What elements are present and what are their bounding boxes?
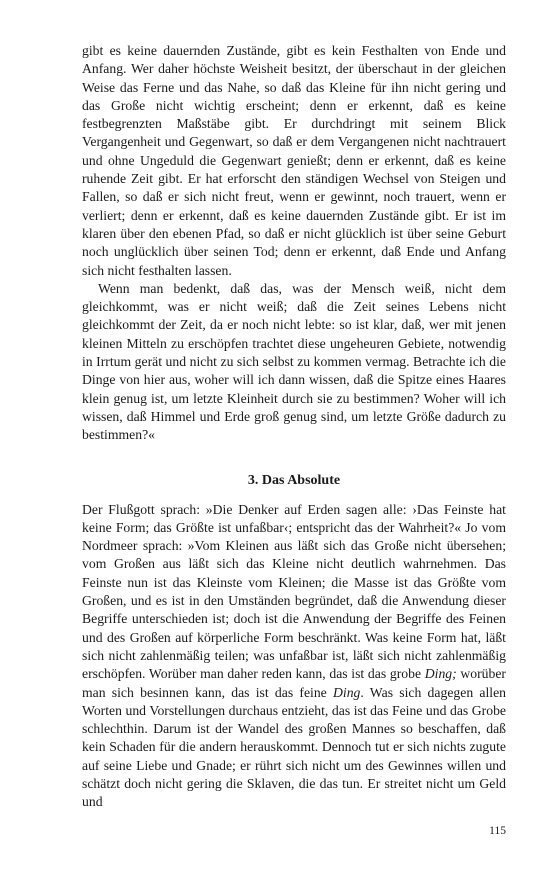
section-heading: 3. Das Absolute — [247, 472, 341, 488]
paragraph-absolute-text-1: Der Flußgott sprach: »Die Denker auf Erden sagen alle: ›Das Feinste hat keine Form; das Größte ist unfaßbar‹; entspricht das der Wahrheit?« Jo vom Nordmeer sprach: »Vom Kleinen aus läßt sich das Große nicht übersehen; vom Großen aus läßt sich das Kleine nicht deutlich wahrnehmen. Das Feinste nun ist das Kleinste vom Kleinen; die Masse ist das Größte vom Großen, und es ist in den Umständen begründet, daß die Anwendung dieser Begriffe unterschieden ist; doch ist die Anwendung der Begriffe des Feinen und des Großen auf körperliche Form beschränkt. Was keine Form hat, läßt sich nicht zahlenmäßig teilen; was unfaßbar ist, läßt sich nicht zahlenmäßig erschöpfen. Worüber man daher reden kann, das ist das grobe — [82, 501, 506, 682]
book-page-text — [82, 42, 506, 812]
paragraph-reflection: Wenn man bedenkt, daß das, was der Mensch weiß, nicht dem gleichkommt, was er nicht weiß; daß die Zeit seines Lebens nicht gleichkommt der Zeit, da er noch nicht lebte: so ist klar, daß, wer mit jenen kleinen Mitteln zu erschöpfen trachtet diese ungeheuren Gebiete, notwendig in Irrtum gerät und nicht zu sich selbst zu kommen vermag. Betrachte ich die Dinge von hier aus, woher will ich dann wissen, daß die Spitze eines Haares klein genug ist, um letzte Kleinheit durch sie zu bestimmen? Woher will ich wissen, daß Himmel und Erde groß genug sind, um letzte Größe dadurch zu bestimmen?« — [82, 280, 506, 443]
page-number: 115 — [489, 825, 506, 837]
italic-word-ding: Ding; — [424, 666, 457, 682]
paragraph-continuation: gibt es keine dauernden Zustände, gibt es kein Festhalten von Ende und Anfang. Wer daher höchste Weisheit besitzt, der überschaut in der gleichen Weise das Ferne und das Nahe, so daß das Kleine für ihn nicht gering und das Große nicht wichtig erscheint; denn er erkennt, daß es keine festbegrenzten Maßstäbe gibt. Er durchdringt mit seinem Blick Vergangenheit und Gegenwart, so daß er dem Vergangenen nicht nachtrauert und ohne Ungeduld die Gegenwart genießt; denn er erkennt, daß es keine ruhende Zeit gibt. Er hat erforscht den ständigen Wechsel von Steigen und Fallen, so daß er sich nicht freut, wenn er gewinnt, noch trauert, wenn er verliert; denn er erkennt, daß es keine dauernden Zustände gibt. Er ist im klaren über den ebenen Pfad, so daß er nicht glücklich ist über seine Geburt noch unglücklich über seinen Tod; denn er erkennt, daß Ende und Anfang sich nicht festhalten lassen. — [82, 43, 506, 278]
italic-word-ding: Ding — [333, 684, 361, 700]
paragraph-absolute-text-3: . Was sich dagegen allen Worten und Vorstellungen durchaus entzieht, das ist das Feine und das Grobe schlechthin. Darum ist der Wandel des großen Mannes so beschaffen, daß kein Schaden für die andern herauskommt. Dennoch tut er sich nichts zugute auf seine Liebe und Gnade; er rührt sich nicht um des Gewinnes willen und schätzt doch nicht gering die Sklaven, die das tun. Er streitet nicht um Geld und — [82, 684, 507, 810]
paragraph-absolute-text-2: worüber man sich besinnen kann, das ist das feine — [82, 666, 506, 700]
paragraph-absolute — [82, 501, 506, 812]
